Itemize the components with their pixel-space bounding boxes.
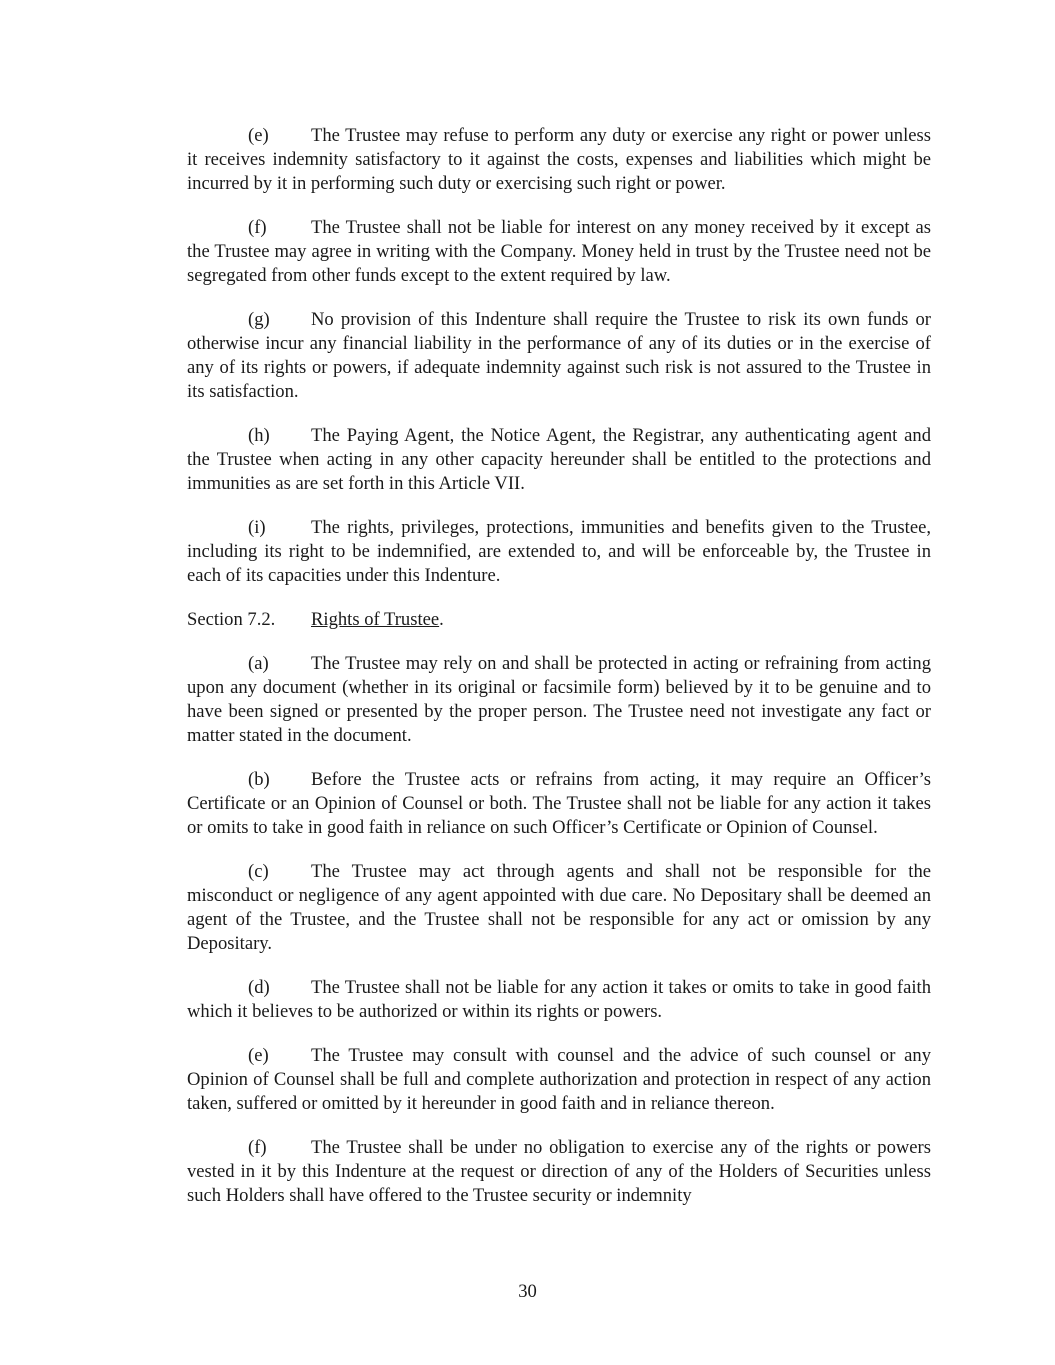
paragraph-text: The Trustee shall not be liable for any action it takes or omits to take in good faith which it believes to be authorized or within its rights or powers.: [187, 977, 931, 1022]
document-page: [187, 124, 931, 1208]
paragraph-marker: (c): [248, 861, 269, 882]
paragraph-g: [187, 308, 931, 404]
section-title-suffix: .: [439, 609, 444, 630]
paragraph-text: The Trustee shall be under no obligation to exercise any of the rights or powers vested in it by this Indenture at the request or direction of any of the Holders of Securities unless such Holders shall have offered to the Trustee security or indemnity: [187, 1137, 931, 1206]
paragraph-text: Before the Trustee acts or refrains from acting, it may require an Officer’s Certificate or an Opinion of Counsel or both. The Trustee shall not be liable for any action it takes or omits to take in good faith in reliance on such Officer’s Certificate or Opinion of Counsel.: [187, 769, 931, 838]
paragraph-marker: (b): [248, 769, 270, 790]
paragraph-text: The Trustee shall not be liable for interest on any money received by it except as the Trustee may agree in writing with the Company. Money held in trust by the Trustee need not be segregated from other funds except to the extent required by law.: [187, 217, 931, 286]
paragraph-text: The rights, privileges, protections, immunities and benefits given to the Trustee, including its right to be indemnified, are extended to, and will be enforceable by, the Trustee in each of its capacities under this Indenture.: [187, 517, 931, 586]
section-title: Rights of Trustee: [311, 609, 440, 630]
section-heading: [187, 608, 931, 632]
paragraph-marker: (f): [248, 1137, 267, 1158]
paragraph-marker: (a): [248, 653, 269, 674]
paragraph-f: [187, 216, 931, 288]
paragraph-text: The Trustee may refuse to perform any duty or exercise any right or power unless it receives indemnity satisfactory to it against the costs, expenses and liabilities which might be incurred by it in performing such duty or exercising such right or power.: [187, 125, 931, 194]
paragraph-marker: (e): [248, 1045, 269, 1066]
paragraph-marker: (h): [248, 425, 270, 446]
paragraph-marker: (i): [248, 517, 266, 538]
paragraph-text: The Trustee may consult with counsel and the advice of such counsel or any Opinion of Counsel shall be full and complete authorization and protection in respect of any action taken, suffered or omitted by it hereunder in good faith and in reliance thereon.: [187, 1045, 931, 1114]
section-number: Section 7.2.: [187, 609, 276, 630]
paragraph-text: The Paying Agent, the Notice Agent, the Registrar, any authenticating agent and the Trustee when acting in any other capacity hereunder shall be entitled to the protections and immunities as are set forth in this Article VII.: [187, 425, 931, 494]
paragraph-i: [187, 516, 931, 588]
paragraph-text: No provision of this Indenture shall require the Trustee to risk its own funds or otherwise incur any financial liability in the performance of any of its duties or in the exercise of any of its rights or powers, if adequate indemnity against such risk is not assured to the Trustee in its satisfaction.: [187, 309, 931, 402]
paragraph-text: The Trustee may act through agents and shall not be responsible for the misconduct or negligence of any agent appointed with due care. No Depositary shall be deemed an agent of the Trustee, and the Trustee shall not be responsible for any act or omission by any Depositary.: [187, 861, 931, 954]
paragraph-b: [187, 768, 931, 840]
paragraph-e-2: [187, 1044, 931, 1116]
paragraph-d: [187, 976, 931, 1024]
paragraph-f-2: [187, 1136, 931, 1208]
paragraph-c: [187, 860, 931, 956]
paragraph-marker: (e): [248, 125, 269, 146]
paragraph-a: [187, 652, 931, 748]
paragraph-h: [187, 424, 931, 496]
page-number: 30: [518, 1281, 537, 1302]
paragraph-text: The Trustee may rely on and shall be protected in acting or refraining from acting upon any document (whether in its original or facsimile form) believed by it to be genuine and to have been signed or presented by the proper person. The Trustee need not investigate any fact or matter stated in the document.: [187, 653, 931, 746]
paragraph-marker: (f): [248, 217, 267, 238]
paragraph-marker: (g): [248, 309, 270, 330]
paragraph-e: [187, 124, 931, 196]
paragraph-marker: (d): [248, 977, 270, 998]
